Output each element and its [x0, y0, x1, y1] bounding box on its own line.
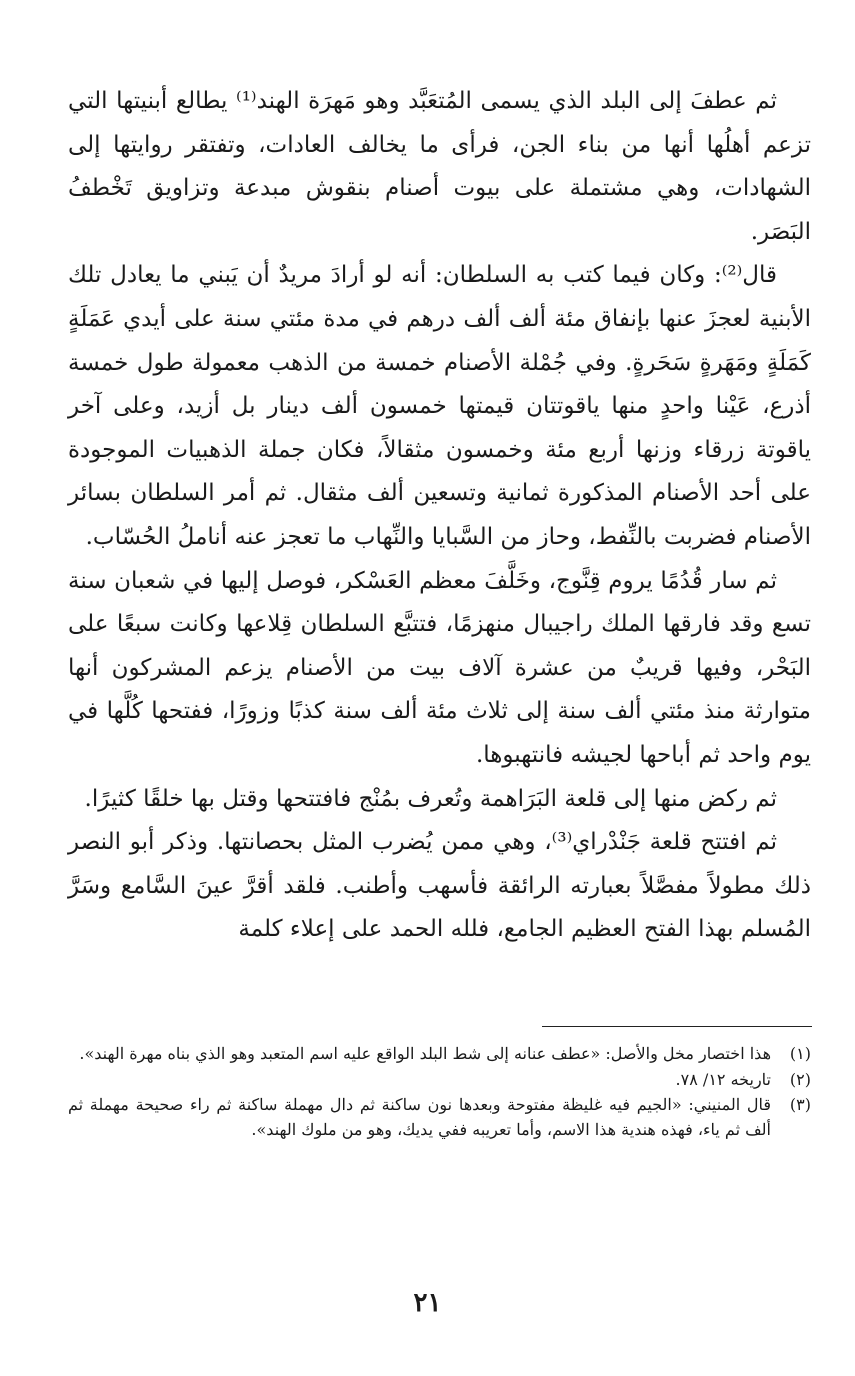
- footnote-text: قال المنيني: «الجيم فيه غليظة مفتوحة وبعدها نون ساكنة ثم دال مهملة ساكنة ثم راء صحيحة مهملة ثم ألف ثم ياء، فهذه هندية هذا الاسم، وأما تعريبه ففي يديك، وهو من ملوك الهند».: [68, 1095, 771, 1139]
- footnote-3: [68, 1093, 811, 1142]
- footnote-number: (١): [789, 1044, 811, 1063]
- paragraph-4: ثم ركض منها إلى قلعة البَرَاهمة وتُعرف بمُنْج فافتتحها وقتل بها خلقًا كثيرًا.: [84, 785, 777, 812]
- footnote-separator: [542, 1026, 812, 1027]
- footnote-number: (٣): [789, 1095, 811, 1114]
- footnote-text: تاريخه ١٢/ ٧٨.: [675, 1069, 771, 1089]
- paragraph-3: ثم سار قُدُمًا يروم قِنَّوج، وخَلَّفَ معظم العَسْكر، فوصل إليها في شعبان سنة تسع وقد فارقها الملك راجيبال منهزمًا، فتتبَّع السلطان قِلاعها وكانت سبعًا على البَحْر، وفيها قريبٌ من عشرة آلاف بيت من الأصنام يزعم المشركون أنها متوارثة منذ مئتي ألف سنة إلى ثلاث مئة ألف سنة كذبًا وزورًا، ففتحها كُلَّها في يوم واحد ثم أباحها لجيشه فانتهبوها.: [68, 567, 811, 768]
- footnote-1: [68, 1042, 811, 1067]
- page-number: ٢١: [413, 1288, 442, 1318]
- paragraph-2: قال⁽²⁾: وكان فيما كتب به السلطان: أنه لو أرادَ مريدٌ أن يَبني ما يعادل تلك الأبنية لعجزَ عنها بإنفاق مئة ألف ألف درهم في مدة مئتي سنة على أيدي عَمَلَةٍ كَمَلَةٍ ومَهَرةٍ سَحَرةٍ. وفي جُمْلة الأصنام خمسة من الذهب معمولة طول خمسة أذرع، عَيْنا واحدٍ منها ياقوتتان قيمتها خمسون ألف دينار بل أزيد، وعلى آخر ياقوتة زرقاء وزنها أربع مئة وخمسون مثقالاً، فكان جملة الذهبيات الموجودة على أحد الأصنام المذكورة ثمانية وتسعين ألف مثقال. ثم أمر السلطان بسائر الأصنام فضربت بالنِّفط، وحاز من السَّبايا والنِّهاب ما تعجز عنه أناملُ الحُسّاب.: [68, 262, 811, 550]
- footnote-2: [68, 1068, 811, 1093]
- footnotes: [68, 1042, 811, 1143]
- footnote-number: (٢): [789, 1069, 811, 1089]
- paragraph-1: ثم عطفَ إلى البلد الذي يسمى المُتعَبَّد وهو مَهرَة الهند⁽¹⁾ يطالع أبنيتها التي تزعم أهلُها أنها من بناء الجن، فرأى ما يخالف العادات، وتفتقر روايتها إلى الشهادات، وهي مشتملة على بيوت أصنام بنقوش مبدعة وتزاويق تَخْطفُ البَصَر.: [68, 88, 811, 245]
- main-text: [68, 80, 811, 952]
- footnote-text: هذا اختصار مخل والأصل: «عطف عنانه إلى شط البلد الواقع عليه اسم المتعبد وهو الذي بناه مهرة الهند».: [79, 1044, 771, 1063]
- paragraph-5: ثم افتتح قلعة جَنْدْراي⁽³⁾، وهي ممن يُضرب المثل بحصانتها. وذكر أبو النصر ذلك مطولاً مفصَّلاً بعبارته الرائقة فأسهب وأطنب. فلقد أقرَّ عينَ السَّامع وسَرَّ المُسلم بهذا الفتح العظيم الجامع، فلله الحمد على إعلاء كلمة: [68, 829, 811, 943]
